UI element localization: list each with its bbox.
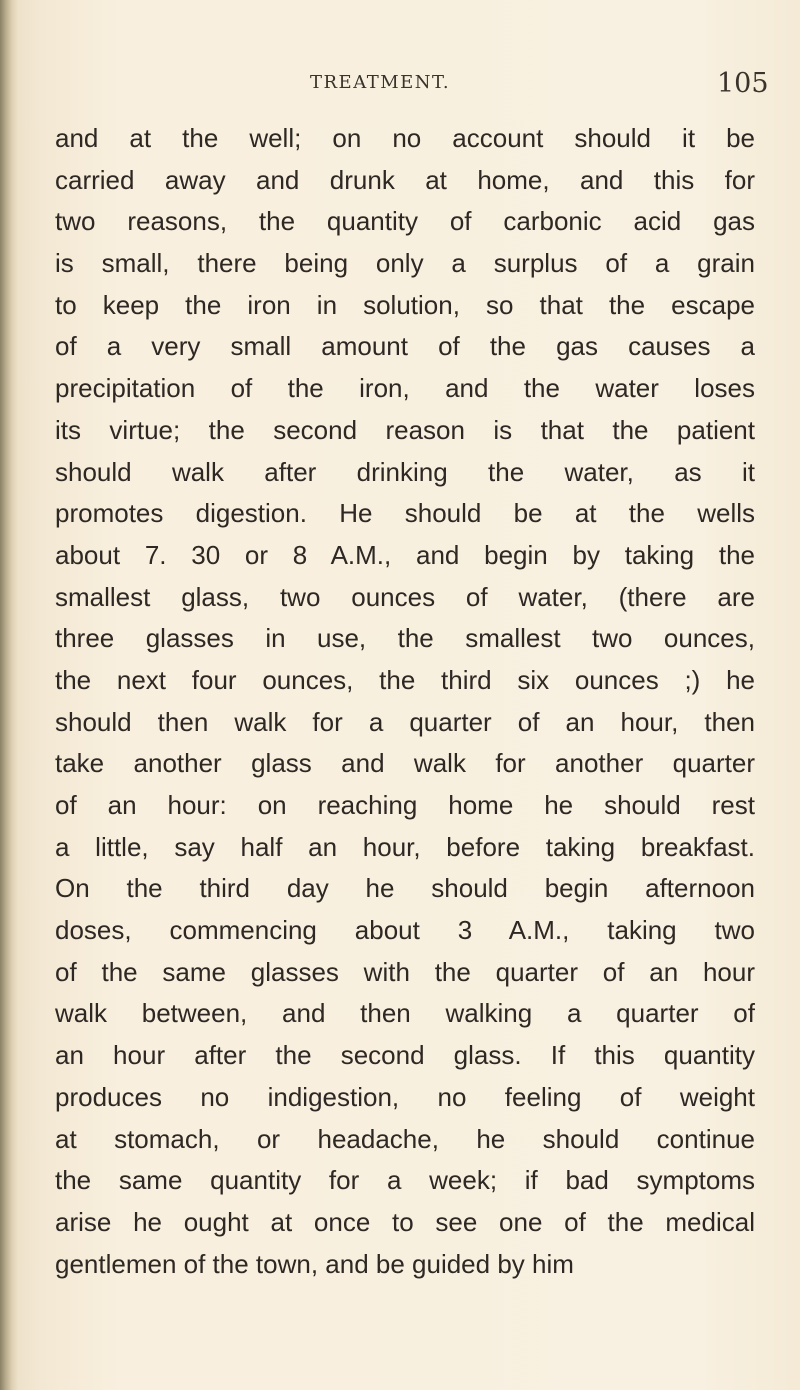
text-line: at stomach, or headache, he should continue <box>55 1123 755 1154</box>
text-line: a little, say half an hour, before taking breakfast. <box>55 831 755 862</box>
text-line: its virtue; the second reason is that the patient <box>55 414 755 445</box>
text-line: of an hour: on reaching home he should rest <box>55 790 755 820</box>
page-number: 105 <box>717 68 769 99</box>
text-line: walk between, and then walking a quarter of <box>55 998 755 1029</box>
text-line: the next four ounces, the third six ounces ;) he <box>55 664 755 695</box>
text-line: of a very small amount of the gas causes a <box>55 331 755 362</box>
page-gutter-shadow <box>0 0 18 1390</box>
text-line: On the third day he should begin afternoon <box>55 873 755 904</box>
running-head: TREATMENT. <box>310 72 451 93</box>
text-line: take another glass and walk for another quarter <box>55 748 755 779</box>
text-line: doses, commencing about 3 A.M., taking two <box>55 915 755 946</box>
text-line: smallest glass, two ounces of water, (there are <box>55 581 755 612</box>
text-line: promotes digestion. He should be at the wells <box>55 498 755 529</box>
body-text <box>55 118 755 1285</box>
text-line: and at the well; on no account should it be <box>55 123 755 153</box>
text-line: carried away and drunk at home, and this for <box>55 164 755 195</box>
page-header <box>0 62 800 102</box>
text-line: should then walk for a quarter of an hour, then <box>55 706 755 737</box>
text-line: produces no indigestion, no feeling of weight <box>55 1081 755 1112</box>
text-line: is small, there being only a surplus of a grain <box>55 248 755 279</box>
text-line: two reasons, the quantity of carbonic acid gas <box>55 206 755 237</box>
text-line: the same quantity for a week; if bad symptoms <box>55 1165 755 1196</box>
text-line: three glasses in use, the smallest two ounces, <box>55 623 755 654</box>
text-line: arise he ought at once to see one of the medical <box>55 1206 755 1237</box>
text-line: of the same glasses with the quarter of an hour <box>55 956 755 987</box>
text-line: about 7. 30 or 8 A.M., and begin by taking the <box>55 539 755 570</box>
text-line: precipitation of the iron, and the water loses <box>55 373 755 404</box>
text-line: should walk after drinking the water, as it <box>55 456 755 487</box>
text-line: to keep the iron in solution, so that the escape <box>55 289 755 320</box>
text-line: an hour after the second glass. If this quantity <box>55 1040 755 1071</box>
text-line: gentlemen of the town, and be guided by him <box>55 1248 574 1279</box>
